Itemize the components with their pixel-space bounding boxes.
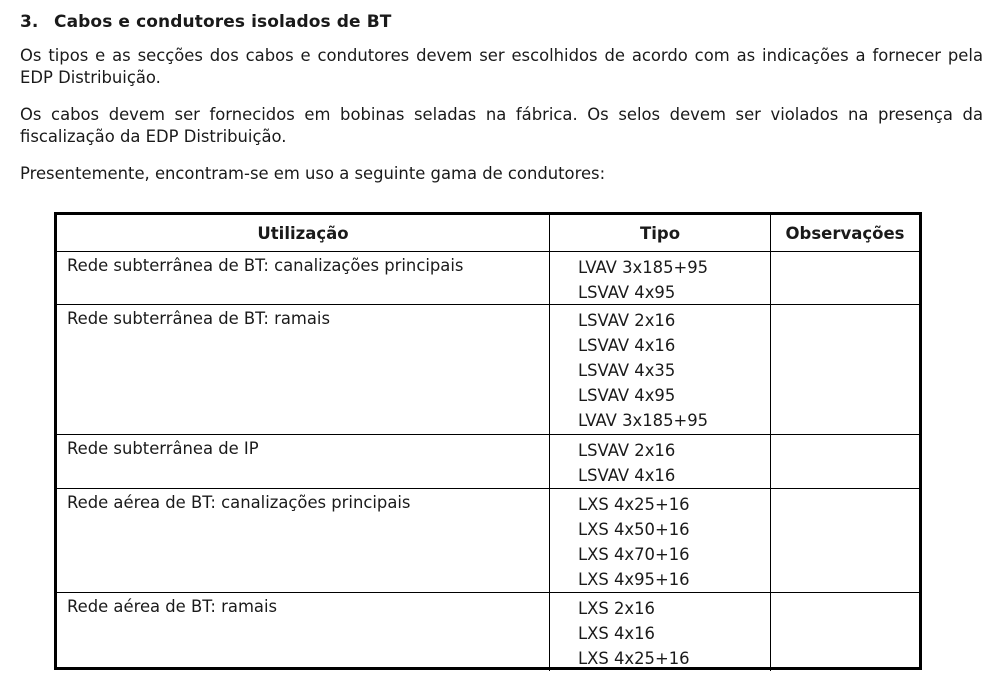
type-item: LXS 4x25+16 xyxy=(578,495,690,514)
section-title: Cabos e condutores isolados de BT xyxy=(54,12,392,32)
table-row-use: Rede subterrânea de BT: canalizações principais xyxy=(57,252,550,305)
paragraph-cable-types: Os tipos e as secções dos cabos e condutores devem ser escolhidos de acordo com as indicações a fornecer pela EDP Distribuição. xyxy=(20,46,983,87)
table-row-obs xyxy=(771,489,919,593)
table-row-use: Rede subterrânea de IP xyxy=(57,435,550,489)
type-item: LXS 4x25+16 xyxy=(578,649,690,668)
table-row-obs xyxy=(771,435,919,489)
table-row-types xyxy=(550,593,771,671)
type-item: LXS 4x95+16 xyxy=(578,570,690,589)
type-item: LVAV 3x185+95 xyxy=(578,258,709,277)
type-item: LSVAV 4x16 xyxy=(578,336,676,355)
table-row-use: Rede aérea de BT: canalizações principais xyxy=(57,489,550,593)
paragraph-conductor-range: Presentemente, encontram-se em uso a seguinte gama de condutores: xyxy=(20,164,606,183)
table-row-use: Rede aérea de BT: ramais xyxy=(57,593,550,671)
type-item: LSVAV 4x16 xyxy=(578,466,676,485)
table-row-obs xyxy=(771,252,919,305)
table-row-obs xyxy=(771,593,919,671)
type-item: LSVAV 4x95 xyxy=(578,386,676,405)
type-item: LXS 4x16 xyxy=(578,624,655,643)
header-tipo: Tipo xyxy=(550,215,771,252)
type-item: LXS 2x16 xyxy=(578,599,655,618)
paragraph-sealed-coils: Os cabos devem ser fornecidos em bobinas seladas na fábrica. Os selos devem ser violados na presença da fiscalização da EDP Distribuição. xyxy=(20,105,983,146)
table-row-types xyxy=(550,252,771,305)
table-row-types xyxy=(550,305,771,435)
type-item: LVAV 3x185+95 xyxy=(578,411,709,430)
type-item: LSVAV 4x95 xyxy=(578,283,676,302)
type-item: LSVAV 4x35 xyxy=(578,361,676,380)
type-item: LSVAV 2x16 xyxy=(578,441,676,460)
header-utilizacao: Utilização xyxy=(57,215,550,252)
type-item: LSVAV 2x16 xyxy=(578,311,676,330)
table-row-types xyxy=(550,435,771,489)
table-row-use: Rede subterrânea de BT: ramais xyxy=(57,305,550,435)
section-heading xyxy=(20,12,391,32)
table-row-types xyxy=(550,489,771,593)
header-observacoes: Observações xyxy=(771,215,919,252)
table-row-obs xyxy=(771,305,919,435)
section-number: 3. xyxy=(20,12,39,32)
type-item: LXS 4x50+16 xyxy=(578,520,690,539)
type-item: LXS 4x70+16 xyxy=(578,545,690,564)
conductors-table xyxy=(54,212,922,670)
